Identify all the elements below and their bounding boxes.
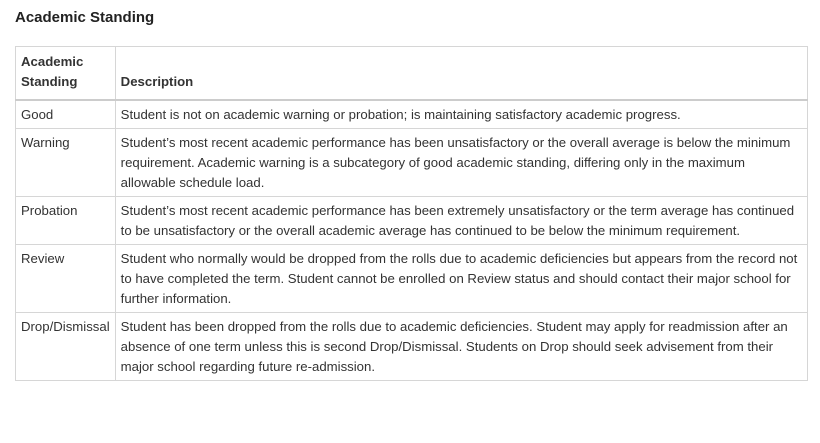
- table-row: [16, 100, 808, 129]
- academic-standing-table: [15, 46, 808, 381]
- standing-cell: Good: [16, 100, 116, 129]
- page-title: Academic Standing: [15, 9, 155, 26]
- table-row: [16, 313, 808, 381]
- standing-cell: Warning: [16, 129, 116, 197]
- table-row: [16, 129, 808, 197]
- standing-cell: Drop/Dismissal: [16, 313, 116, 381]
- column-header-standing-line2: Standing: [21, 74, 78, 89]
- column-header-description: Description: [115, 47, 807, 101]
- table-row: [16, 197, 808, 245]
- table-row: [16, 245, 808, 313]
- description-cell: Student has been dropped from the rolls due to academic deficiencies. Student may apply for readmission after an absence of one term unless this is second Drop/Dismissal. Students on Drop should seek advisement from their major school regarding future re-admission.: [115, 313, 807, 381]
- description-cell: Student is not on academic warning or probation; is maintaining satisfactory academic progress.: [115, 100, 807, 129]
- column-header-standing: [16, 47, 116, 101]
- standing-cell: Probation: [16, 197, 116, 245]
- description-cell: Student who normally would be dropped from the rolls due to academic deficiencies but appears from the record not to have completed the term. Student cannot be enrolled on Review status and should contact their major school for further information.: [115, 245, 807, 313]
- table-header-row: [16, 47, 808, 101]
- column-header-standing-line1: Academic: [21, 54, 84, 69]
- standing-cell: Review: [16, 245, 116, 313]
- description-cell: Student’s most recent academic performance has been unsatisfactory or the overall average is below the minimum requirement. Academic warning is a subcategory of good academic standing, differing only in the maximum allowable schedule load.: [115, 129, 807, 197]
- description-cell: Student’s most recent academic performance has been extremely unsatisfactory or the term average has continued to be unsatisfactory or the overall academic average has continued to be below the minimum requirement.: [115, 197, 807, 245]
